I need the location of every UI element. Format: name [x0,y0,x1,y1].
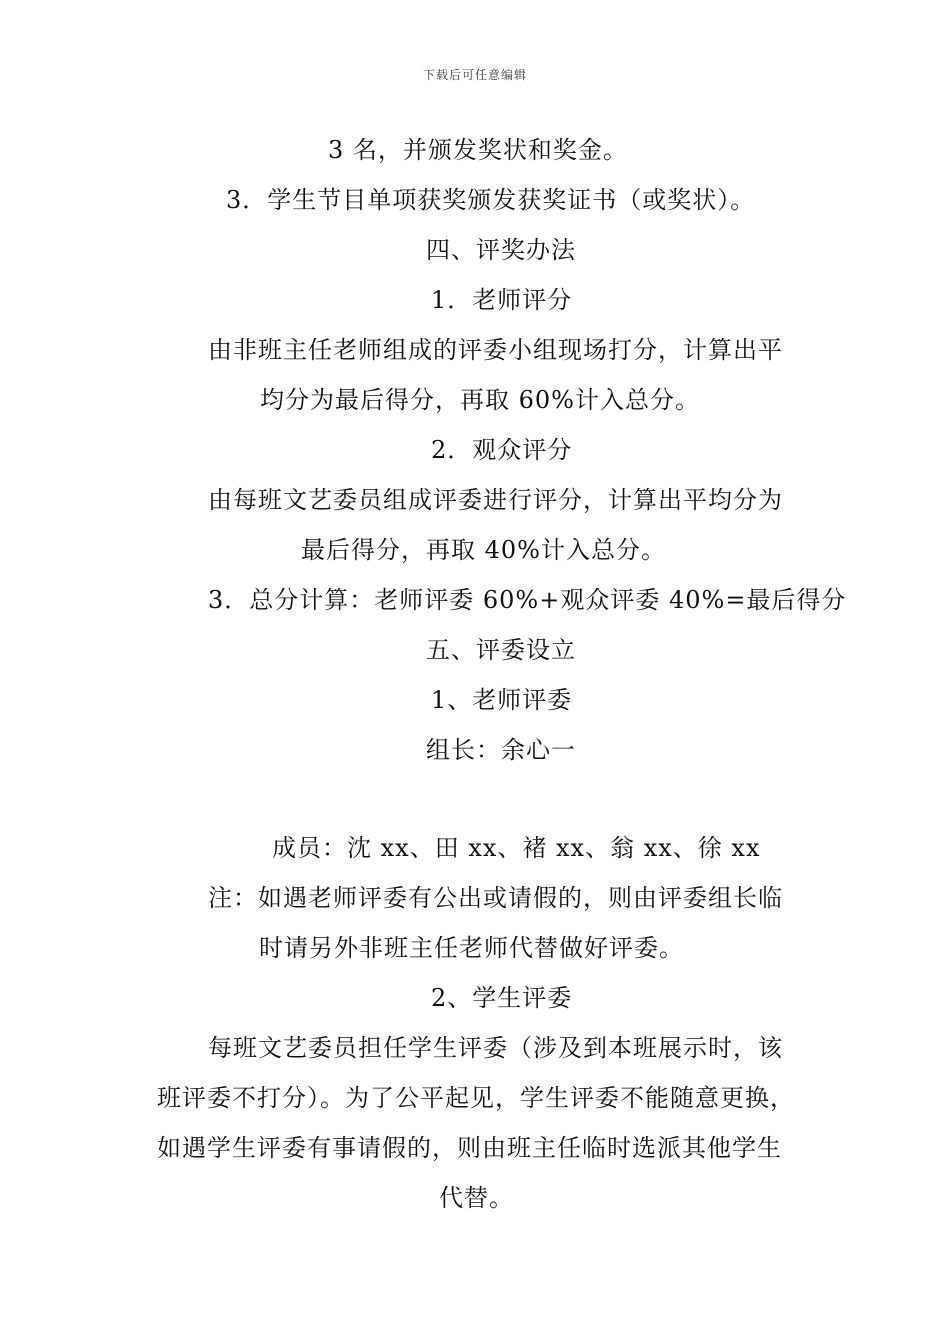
subsection-heading: 1、老师评委 [431,686,573,714]
body-line: 最后得分，再取 40%计入总分。 [301,536,666,564]
section-heading: 四、评奖办法 [426,236,576,264]
section-heading: 五、评委设立 [426,636,576,664]
subsection-heading: 1．老师评分 [431,286,573,314]
body-line: 3 名，并颁发奖状和奖金。 [328,136,628,164]
body-line: 3．总分计算：老师评委 60%+观众评委 40%=最后得分 [208,586,847,614]
body-line: 代替。 [439,1184,514,1212]
body-line: 3．学生节目单项获奖颁发获奖证书（或奖状）。 [226,186,756,214]
body-line: 成员：沈 xx、田 xx、褚 xx、翁 xx、徐 xx [272,834,761,862]
body-line: 由每班文艺委员组成评委进行评分，计算出平均分为 [208,486,783,514]
subsection-heading: 2．观众评分 [431,436,573,464]
body-line: 由非班主任老师组成的评委小组现场打分，计算出平 [208,336,783,364]
body-line: 如遇学生评委有事请假的，则由班主任临时选派其他学生 [157,1134,782,1162]
body-line: 均分为最后得分，再取 60%计入总分。 [260,386,700,414]
body-line: 组长：余心一 [426,736,576,764]
body-line: 时请另外非班主任老师代替做好评委。 [259,934,684,962]
body-line: 注：如遇老师评委有公出或请假的，则由评委组长临 [208,884,783,912]
subsection-heading: 2、学生评委 [431,984,573,1012]
header-note: 下载后可任意编辑 [422,68,527,82]
body-line: 每班文艺委员担任学生评委（涉及到本班展示时，该 [208,1034,783,1062]
body-line: 班评委不打分）。为了公平起见，学生评委不能随意更换， [157,1084,795,1112]
